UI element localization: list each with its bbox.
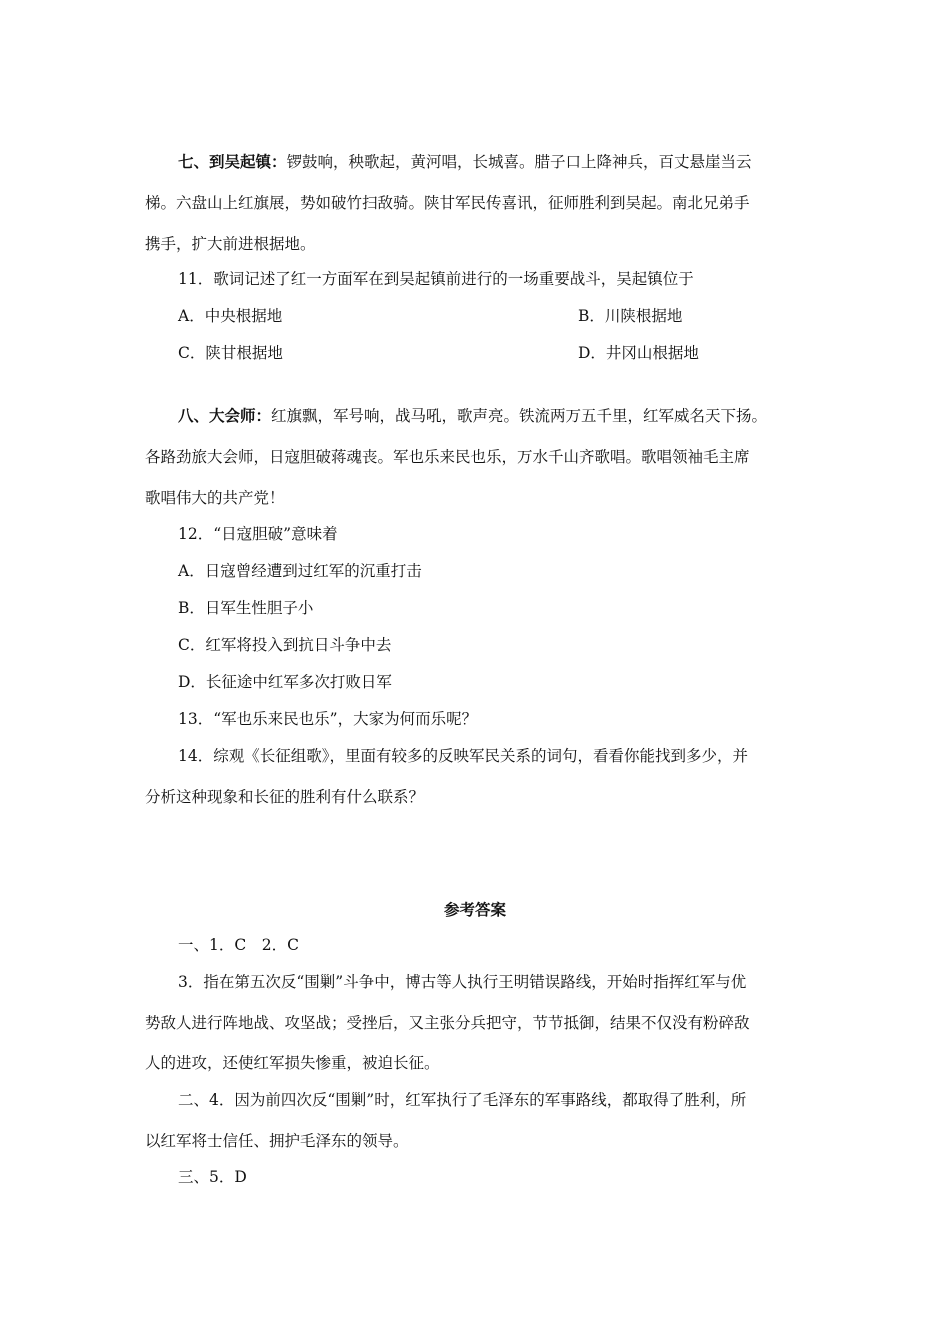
q11-options-row1 (178, 305, 805, 327)
q12-option-a: A．日寇曾经遭到过红军的沉重打击 (178, 562, 422, 580)
q14-line2: 分析这种现象和长征的胜利有什么联系？ (145, 788, 425, 806)
section8-heading: 八、大会师： (178, 407, 272, 425)
answer-3-line1: 3．指在第五次反“围剿”斗争中，博古等人执行王明错误路线，开始时指挥红军与优 (178, 973, 747, 991)
section8-line1 (178, 405, 805, 427)
q12-stem: 12．“日寇胆破”意味着 (178, 525, 338, 543)
section8-line3: 歌唱伟大的共产党！ (145, 489, 285, 507)
answer-3-line2: 势敌人进行阵地战、攻坚战；受挫后，又主张分兵把守，节节抵御，结果不仅没有粉碎敌 (145, 1014, 750, 1032)
answer-4-line2: 以红军将士信任、拥护毛泽东的领导。 (145, 1132, 409, 1150)
q11-option-b: B．川陕根据地 (578, 307, 683, 325)
section8-text: 红旗飘，军号响，战马吼，歌声亮。铁流两万五千里，红军威名天下扬。 (271, 407, 768, 425)
q12-option-c: C．红军将投入到抗日斗争中去 (178, 636, 392, 654)
section8-line2: 各路劲旅大会师，日寇胆破蒋魂丧。军也乐来民也乐，万水千山齐歌唱。歌唱领袖毛主席 (145, 448, 750, 466)
q11-option-d: D．井冈山根据地 (578, 344, 699, 362)
q12-option-d: D．长征途中红军多次打败日军 (178, 673, 392, 691)
section7-line2: 梯。六盘山上红旗展，势如破竹扫敌骑。陕甘军民传喜讯，征师胜利到吴起。南北兄弟手 (145, 194, 750, 212)
answer-3-line3: 人的进攻，还使红军损失惨重，被迫长征。 (145, 1054, 440, 1072)
answer-1-2: 一、1．C 2．C (178, 936, 299, 954)
section7-text: 锣鼓响，秧歌起，黄河唱，长城喜。腊子口上降神兵，百丈悬崖当云 (286, 153, 752, 171)
q11-option-a: A．中央根据地 (178, 307, 283, 325)
section7-heading: 七、到吴起镇： (178, 153, 287, 171)
section7-line1 (178, 151, 805, 173)
q11-options-row2 (178, 342, 805, 364)
q11-option-c: C．陕甘根据地 (178, 344, 283, 362)
section7-line3: 携手，扩大前进根据地。 (145, 235, 316, 253)
answers-title: 参考答案 (443, 901, 506, 919)
q11-stem: 11．歌词记述了红一方面军在到吴起镇前进行的一场重要战斗，吴起镇位于 (178, 270, 694, 288)
answer-5: 三、5．D (178, 1168, 247, 1186)
q12-option-b: B．日军生性胆子小 (178, 599, 314, 617)
answer-4-line1: 二、4．因为前四次反“围剿”时，红军执行了毛泽东的军事路线，都取得了胜利，所 (178, 1091, 747, 1109)
q13-stem: 13．“军也乐来民也乐”，大家为何而乐呢？ (178, 710, 478, 728)
q14-line1: 14．综观《长征组歌》，里面有较多的反映军民关系的词句，看看你能找到多少，并 (178, 747, 748, 765)
